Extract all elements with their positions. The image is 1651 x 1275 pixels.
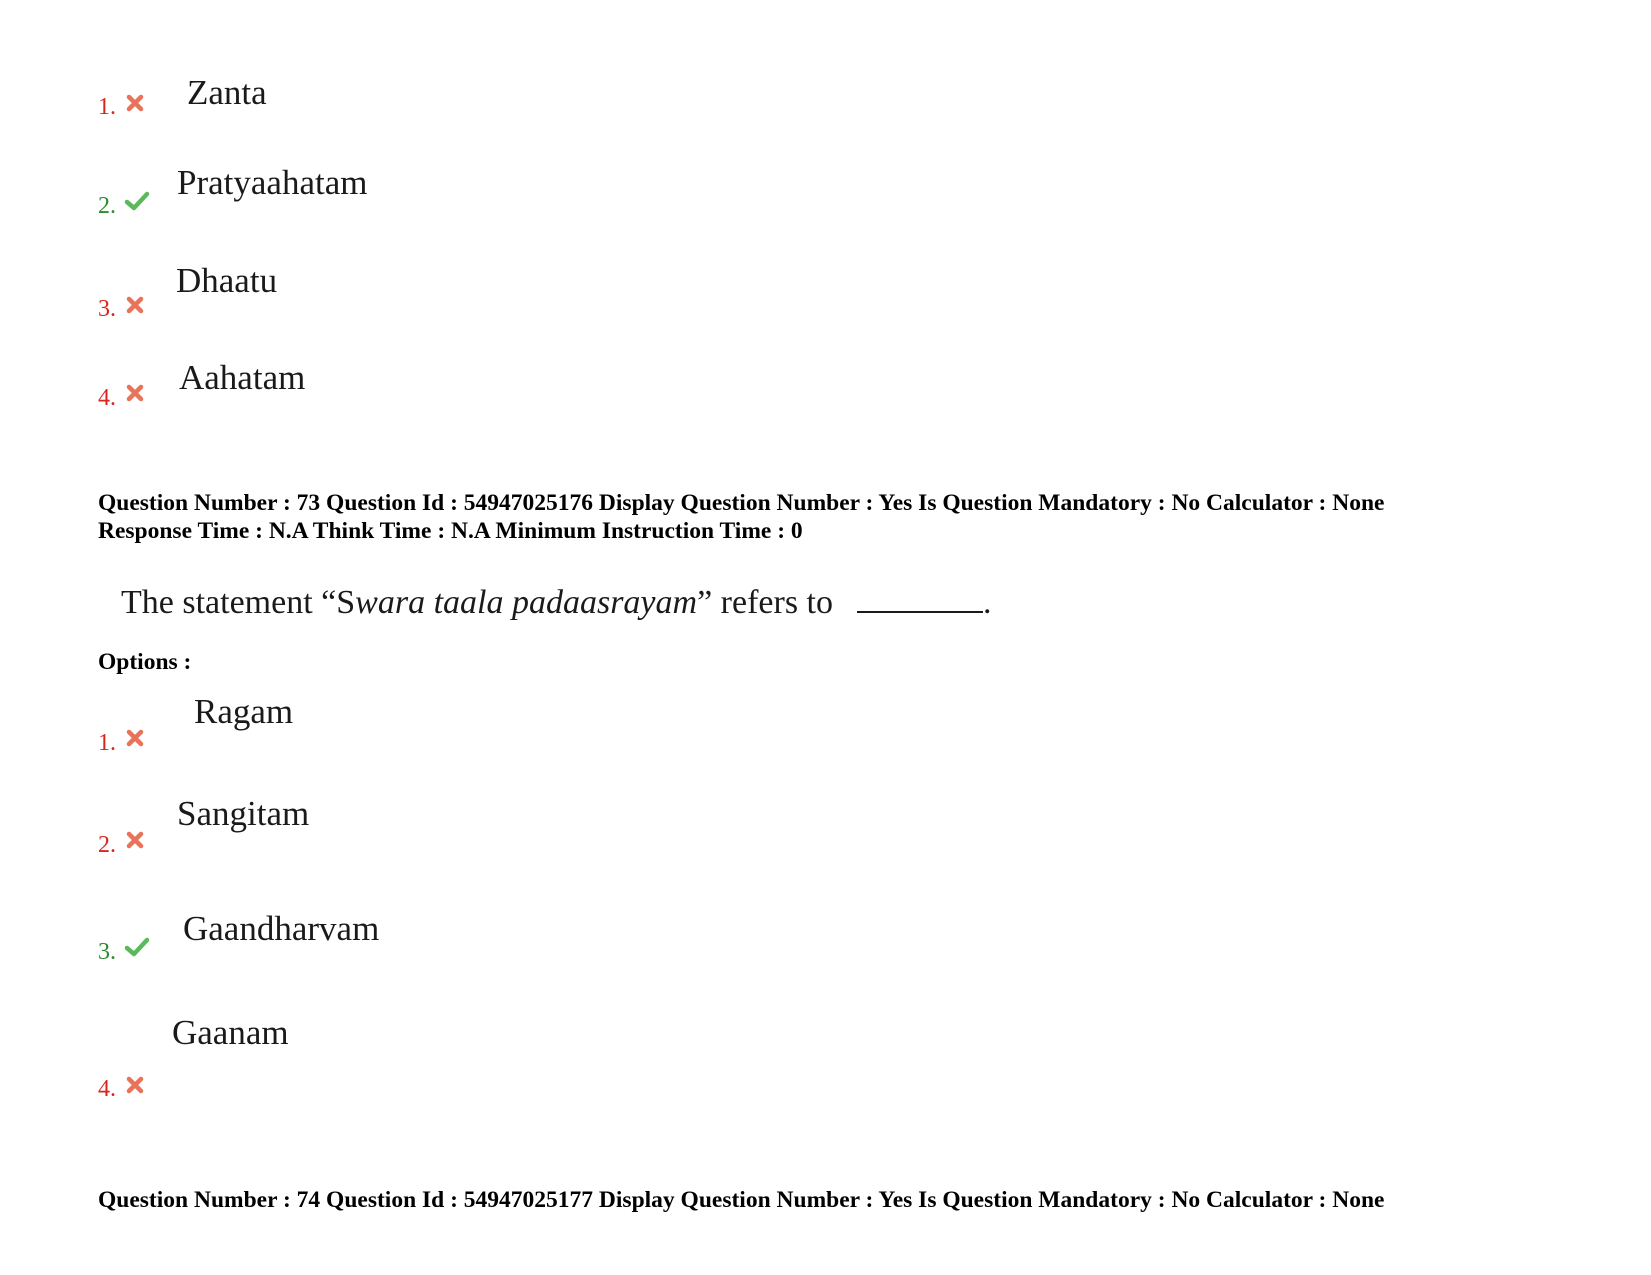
question-metadata: Question Number : 74 Question Id : 54947025177 Display Question Number : Yes Is Question Mandatory : No Calculator : None [98, 1187, 1385, 1213]
answer-blank [857, 585, 983, 613]
cross-icon [124, 727, 146, 749]
option-text: Zanta [187, 73, 267, 112]
option-number: 3. [98, 939, 116, 965]
option-text: Aahatam [179, 358, 306, 397]
check-icon [124, 936, 150, 958]
option-number: 3. [98, 296, 116, 322]
option-text: Pratyaahatam [177, 163, 368, 202]
question-stem: The statement “Swara taala padaasrayam” refers to . [121, 584, 992, 621]
options-label: Options : [98, 649, 192, 675]
question-metadata: Question Number : 73 Question Id : 54947025176 Display Question Number : Yes Is Question Mandatory : No Calculator : None [98, 490, 1385, 516]
cross-icon [124, 92, 146, 114]
option-number: 4. [98, 1076, 116, 1102]
option-text: Dhaatu [176, 261, 278, 300]
cross-icon [124, 294, 146, 316]
option-number: 2. [98, 193, 116, 219]
option-text: Sangitam [177, 794, 310, 833]
option-number: 1. [98, 730, 116, 756]
option-text: Gaanam [172, 1013, 289, 1052]
option-text: Gaandharvam [183, 909, 380, 948]
check-icon [124, 190, 150, 212]
cross-icon [124, 382, 146, 404]
cross-icon [124, 1074, 146, 1096]
option-number: 1. [98, 94, 116, 120]
question-timing: Response Time : N.A Think Time : N.A Minimum Instruction Time : 0 [98, 518, 803, 544]
option-text: Ragam [194, 692, 294, 731]
cross-icon [124, 829, 146, 851]
option-number: 4. [98, 385, 116, 411]
option-number: 2. [98, 832, 116, 858]
